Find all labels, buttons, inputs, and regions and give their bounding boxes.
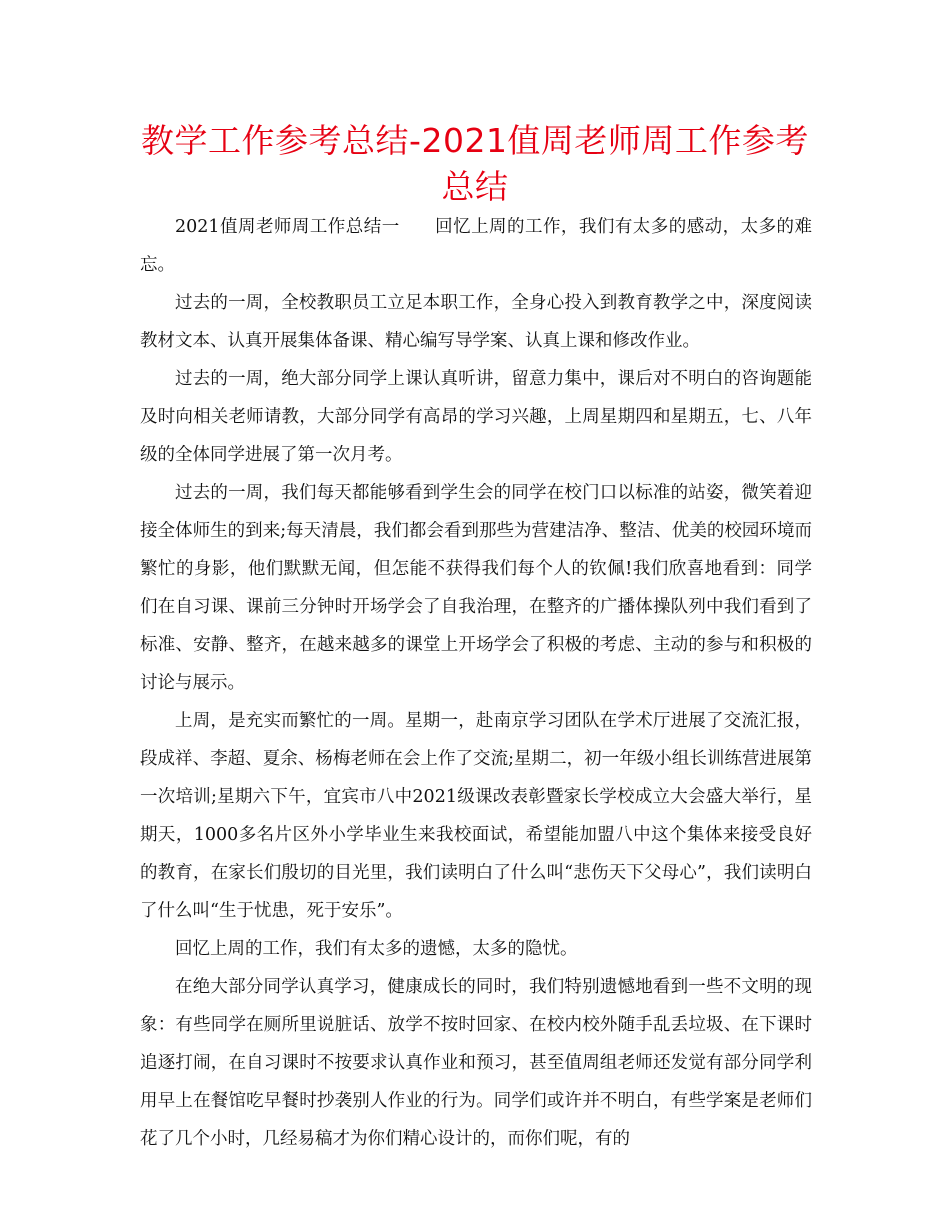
intro-heading: 2021值周老师周工作总结一 [175,217,400,237]
paragraph: 过去的一周，绝大部分同学上课认真听讲，留意力集中，课后对不明白的咨询题能及时向相关老师请教，大部分同学有高昂的学习兴趣，上周星期四和星期五，七、八年级的全体同学进展了第一次月考。 [140,369,812,465]
paragraph: 过去的一周，我们每天都能够看到学生会的同学在校门口以标准的站姿，微笑着迎接全体师生的到来;每天清晨，我们都会看到那些为营建洁净、整洁、优美的校园环境而繁忙的身影，他们默默无闻，但怎能不获得我们每个人的钦佩!我们欣喜地看到：同学们在自习课、课前三分钟时开场学会了自我治理，在整齐的广播体操队列中我们看到了标准、安静、整齐，在越来越多的课堂上开场学会了积极的考虑、主动的参与和积极的讨论与展示。 [140,483,812,693]
paragraph: 过去的一周，全校教职员工立足本职工作，全身心投入到教育教学之中，深度阅读教材文本、认真开展集体备课、精心编写导学案、认真上课和修改作业。 [140,293,812,351]
intro-text: 回忆上周的工作，我们有太多的感动，太多的难忘。 [140,217,812,275]
document-body [140,208,812,1158]
paragraph: 在绝大部分同学认真学习，健康成长的同时，我们特别遗憾地看到一些不文明的现象：有些同学在厕所里说脏话、放学不按时回家、在校内校外随手乱丢垃圾、在下课时追逐打闹，在自习课时不按要求认真作业和预习，甚至值周组老师还发觉有部分同学利用早上在餐馆吃早餐时抄袭别人作业的行为。同学们或许并不明白，有些学案是老师们花了几个小时，几经易稿才为你们精心设计的，而你们呢，有的 [140,977,812,1149]
document-title: 教学工作参考总结-2021值周老师周工作参考总结 [141,121,809,206]
paragraph: 上周，是充实而繁忙的一周。星期一，赴南京学习团队在学术厅进展了交流汇报，段成祥、李超、夏余、杨梅老师在会上作了交流;星期二，初一年级小组长训练营进展第一次培训;星期六下午，宜宾市八中2021级课改表彰暨家长学校成立大会盛大举行，星期天，1000多名片区外小学毕业生来我校面试，希望能加盟八中这个集体来接受良好的教育，在家长们殷切的目光里，我们读明白了什么叫“悲伤天下父母心”，我们读明白了什么叫“生于忧患，死于安乐”。 [140,711,812,921]
intro-paragraph [140,208,812,284]
paragraph: 回忆上周的工作，我们有太多的遗憾，太多的隐忧。 [175,939,578,959]
